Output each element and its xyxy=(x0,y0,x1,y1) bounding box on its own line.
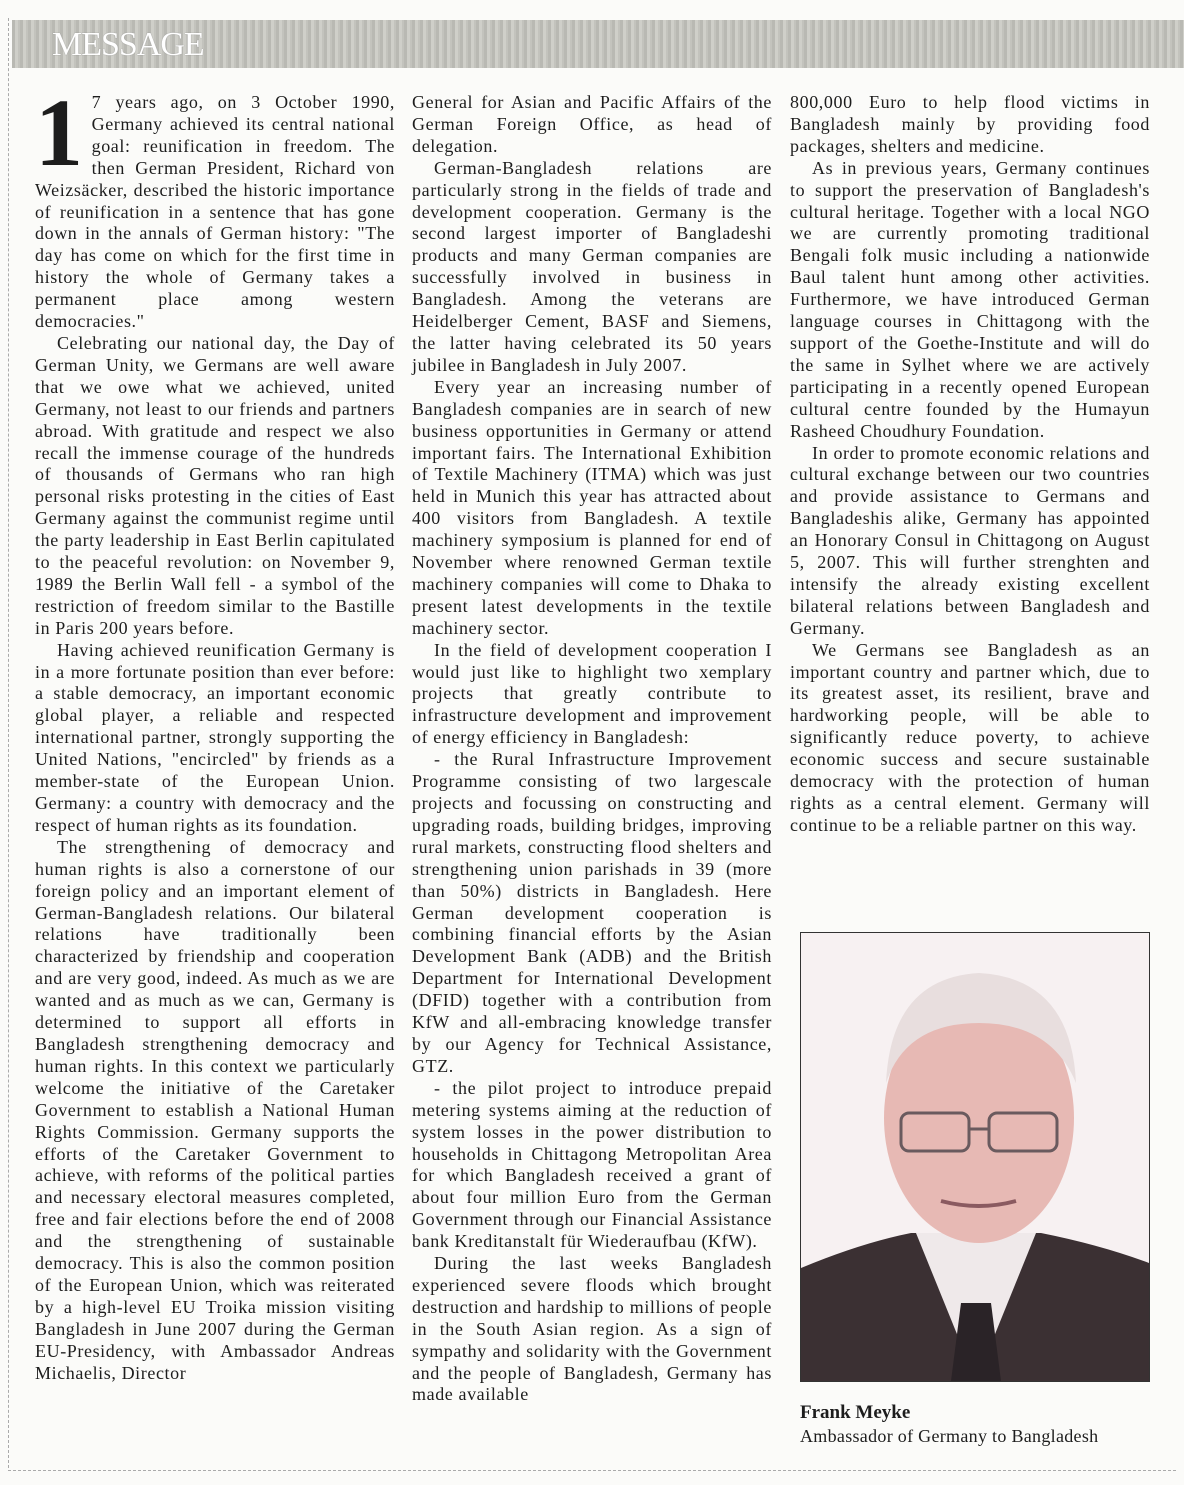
paragraph: - the pilot project to introduce prepaid metering systems aiming at the reduction of system losses in the power distribution to households in Chittagong Metropolitan Area for which Bangladesh received a grant of about four million Euro from the German Government through our Financial Assistance bank Kreditanstalt für Wiederaufbau (KfW). xyxy=(412,1077,772,1252)
section-header xyxy=(12,20,1184,68)
paragraph-text: 7 years ago, on 3 October 1990, Germany achieved its central national goal: reunification in freedom. The then German President, Richard von Weizsäcker, described the historic importance of reunification in a sentence that has gone down in the annals of German history: "The day has come on which for the first time in history the whole of Germany takes a permanent place among western democracies." xyxy=(35,92,395,332)
paragraph: German-Bangladesh relations are particularly strong in the fields of trade and development cooperation. Germany is the second largest importer of Bangladeshi products and many German companies are successfully involved in business in Bangladesh. Among the veterans are Heidelberger Cement, BASF and Siemens, the latter having celebrated its 50 years jubilee in Bangladesh in July 2007. xyxy=(412,157,772,375)
article-column-2 xyxy=(412,92,772,1406)
paragraph: Celebrating our national day, the Day of German Unity, we Germans are well aware that we owe what we achieved, united Germany, not least to our friends and partners abroad. With gratitude and respect we also recall the immense courage of the hundreds of thousands of Germans who ran high personal risks protesting in the cities of East Germany against the communist regime until the party leadership in East Berlin capitulated to the peaceful revolution: on November 9, 1989 the Berlin Wall fell - a symbol of the restriction of freedom similar to the Bastille in Paris 200 years before. xyxy=(35,332,395,638)
paragraph: The strengthening of democracy and human rights is also a cornerstone of our foreign policy and an important element of German-Bangladesh relations. Our bilateral relations have traditionally been characterized by friendship and cooperation and are very good, indeed. As much as we are wanted and as much as we can, Germany is determined to support all efforts in Bangladesh strengthening democracy and human rights. In this context we particularly welcome the initiative of the Caretaker Government to establish a National Human Rights Commission. Germany supports the efforts of the Caretaker Government to achieve, with reforms of the political parties and necessary electoral measures completed, free and fair elections before the end of 2008 and the strengthening of sustainable democracy. This is also the common position of the European Union, which was reiterated by a high-level EU Troika mission visiting Bangladesh in June 2007 during the German EU-Presidency, with Ambassador Andreas Michaelis, Director xyxy=(35,836,395,1383)
drop-cap: 1 xyxy=(35,79,84,186)
section-title: MESSAGE xyxy=(52,26,204,63)
article-column-3 xyxy=(790,92,1150,837)
bottom-divider xyxy=(8,1470,1176,1471)
paragraph: During the last weeks Bangladesh experienced severe floods which brought destruction and hardship to millions of people in the South Asian region. As a sign of sympathy and solidarity with the Government and the people of Bangladesh, Germany has made available xyxy=(412,1253,772,1405)
paragraph: - the Rural Infrastructure Improvement Programme consisting of two largescale projects and focussing on constructing and upgrading roads, building bridges, improving rural markets, constructing flood shelters and strengthening union parishads in 39 (more than 50%) districts in Bangladesh. Here German development cooperation is combining financial efforts by the Asian Development Bank (ADB) and the British Department for International Development (DFID) together with a contribution from KfW and all-embracing knowledge transfer by our Agency for Technical Assistance, GTZ. xyxy=(412,749,772,1076)
ambassador-portrait-photo xyxy=(800,932,1150,1382)
paragraph: As in previous years, Germany continues to support the preservation of Bangladesh's cultural heritage. Together with a local NGO we are currently promoting traditional Bengali folk music including a nationwide Baul talent hunt among other activities. Furthermore, we have introduced German language courses in Chittagong with the support of the Goethe-Institute and will do the same in Sylhet where we are actively participating in a recently opened European cultural centre founded by the Humayun Rasheed Choudhury Foundation. xyxy=(790,157,1150,441)
caption-name: Frank Meyke xyxy=(800,1402,911,1423)
article-column-1 xyxy=(35,79,395,1384)
paragraph: General for Asian and Pacific Affairs of the German Foreign Office, as head of delegation. xyxy=(412,92,772,156)
caption-title: Ambassador of Germany to Bangladesh xyxy=(800,1426,1099,1446)
paragraph xyxy=(35,79,395,333)
paragraph: We Germans see Bangladesh as an important country and partner which, due to its greatest asset, its resilient, brave and hardworking people, will be able to significantly reduce poverty, to achieve economic success and secure sustainable democracy with the protection of human rights as a central element. Germany will continue to be a reliable partner on this way. xyxy=(790,639,1150,835)
paragraph: Having achieved reunification Germany is in a more fortunate position than ever before: a stable democracy, an important economic global player, a reliable and respected international partner, strongly supporting the United Nations, "encircled" by friends as a member-state of the European Union. Germany: a country with democracy and the respect of human rights as its foundation. xyxy=(35,639,395,835)
paragraph: In the field of development cooperation I would just like to highlight two xemplary projects that greatly contribute to infrastructure development and improvement of energy efficiency in Bangladesh: xyxy=(412,639,772,748)
paragraph: 800,000 Euro to help flood victims in Bangladesh mainly by providing food packages, shelters and medicine. xyxy=(790,92,1150,156)
paragraph: In order to promote economic relations and cultural exchange between our two countries and provide assistance to Germans and Bangladeshis alike, Germany has appointed an Honorary Consul in Chittagong on August 5, 2007. This will further strenghten and intensify the already existing excellent bilateral relations between Bangladesh and Germany. xyxy=(790,442,1150,638)
paragraph: Every year an increasing number of Bangladesh companies are in search of new business opportunities in Germany or attend important fairs. The International Exhibition of Textile Machinery (ITMA) which was just held in Munich this year has attracted about 400 visitors from Bangladesh. A textile machinery symposium is planned for end of November where renowned German textile machinery companies will come to Dhaka to present latest developments in the textile machinery sector. xyxy=(412,376,772,638)
portrait-illustration xyxy=(801,933,1149,1381)
